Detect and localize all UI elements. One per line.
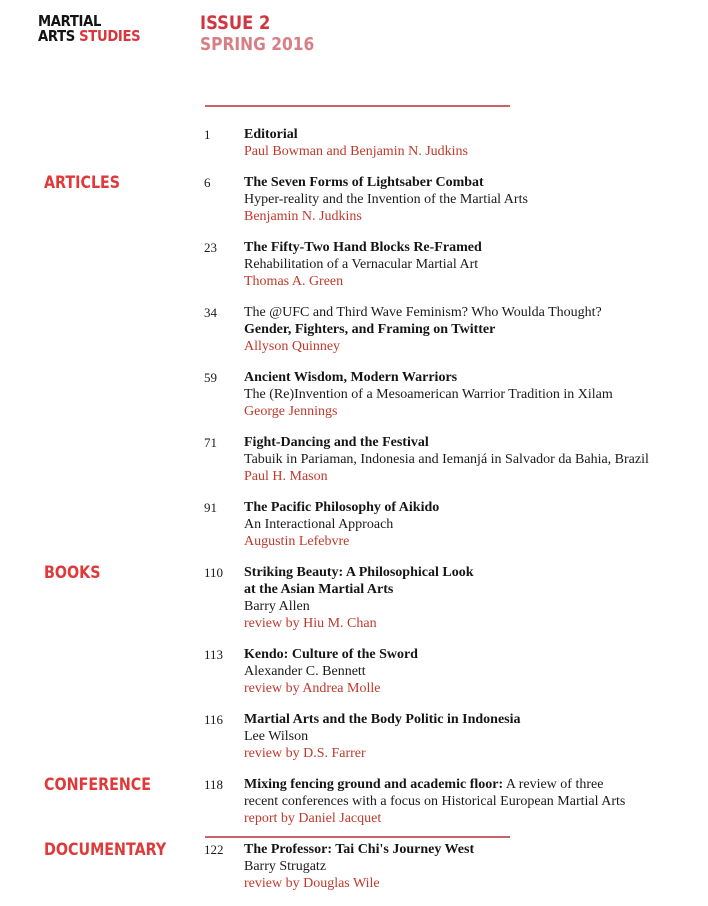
entry-subtitle: Barry Allen [244,599,310,614]
entry-byline: review by Andrea Molle [244,681,381,696]
entry-subtitle: Hyper-reality and the Invention of the Martial Arts [244,192,528,207]
entry-title: Fight-Dancing and the Festival [244,435,429,450]
toc-entry[interactable] [0,711,708,762]
issue-header [200,12,314,55]
entry-title: The Professor: Tai Chi's Journey West [244,842,475,857]
toc-entry[interactable] [0,239,708,290]
entry-page-number: 110 [204,565,224,580]
entry-lines [244,841,486,892]
entry-lines [244,304,614,355]
entry-byline: review by Hiu M. Chan [244,616,377,631]
entry-page-number: 23 [204,240,217,255]
entry-byline: Paul H. Mason [244,469,328,484]
entry-page-number: 116 [204,712,224,727]
entry-page-number: 34 [204,305,217,320]
toc-entry[interactable] [0,174,708,225]
entry-byline: George Jennings [244,404,338,419]
entry-byline: Allyson Quinney [244,339,341,354]
entry-byline: report by Daniel Jacquet [244,811,382,826]
issue-number: ISSUE 2 [200,12,271,34]
logo-line-arts-studies [38,29,140,44]
entry-title: Striking Beauty: A Philosophical Look [244,565,474,580]
entry-lines [244,711,533,762]
entry-subtitle: recent conferences with a focus on Historical European Martial Arts [244,794,626,809]
entry-title: Ancient Wisdom, Modern Warriors [244,370,458,385]
toc-entry[interactable] [0,776,708,827]
top-divider-rule [205,105,510,107]
entry-subtitle: The @UFC and Third Wave Feminism? Who Woulda Thought? [244,305,602,320]
entry-subtitle: Lee Wilson [244,729,309,744]
logo-word-arts: ARTS [38,27,80,45]
entry-lines [244,776,637,827]
entry-title: at the Asian Martial Arts [244,582,394,597]
entry-lines [244,499,451,550]
entry-lines [244,434,661,485]
entry-title: The Seven Forms of Lightsaber Combat [244,175,484,190]
entry-byline: Paul Bowman and Benjamin N. Judkins [244,144,468,159]
entry-subtitle: Rehabilitation of a Vernacular Martial Art [244,257,479,272]
section-label-books: BOOKS [44,563,101,583]
entry-title: Mixing fencing ground and academic floor: A review of three [244,777,604,792]
journal-logo [38,14,140,44]
entry-title: Gender, Fighters, and Framing on Twitter [244,322,496,337]
entry-page-number: 6 [204,175,211,190]
toc-entry[interactable] [0,434,708,485]
entry-lines [244,564,486,632]
entry-page-number: 1 [204,127,211,142]
table-of-contents [0,126,708,906]
entry-lines [244,369,625,420]
logo-word-studies: STUDIES [79,27,141,45]
entry-title: Kendo: Culture of the Sword [244,647,418,662]
entry-byline: Thomas A. Green [244,274,344,289]
toc-entry[interactable] [0,369,708,420]
entry-title: The Pacific Philosophy of Aikido [244,500,440,515]
entry-lines [244,646,430,697]
entry-page-number: 59 [204,370,217,385]
entry-lines [244,239,494,290]
entry-title: The Fifty-Two Hand Blocks Re-Framed [244,240,482,255]
entry-title: Martial Arts and the Body Politic in Indonesia [244,712,521,727]
toc-entry[interactable] [0,841,708,892]
toc-entry[interactable] [0,499,708,550]
entry-page-number: 91 [204,500,217,515]
entry-subtitle: Alexander C. Bennett [244,664,366,679]
entry-subtitle: The (Re)Invention of a Mesoamerican Warrior Tradition in Xilam [244,387,613,402]
entry-title: Editorial [244,127,298,142]
section-label-conference: CONFERENCE [44,775,152,795]
entry-title-bold: Mixing fencing ground and academic floor: [244,777,504,792]
entry-page-number: 71 [204,435,217,450]
entry-page-number: 113 [204,647,224,662]
entry-subtitle: An Interactional Approach [244,517,394,532]
entry-byline: Augustin Lefebvre [244,534,350,549]
toc-entry[interactable] [0,646,708,697]
toc-entry[interactable] [0,126,708,160]
section-label-articles: ARTICLES [44,173,121,193]
entry-lines [244,126,480,160]
logo-line-martial: MARTIAL [38,12,102,30]
issue-date: SPRING 2016 [200,34,315,55]
entry-byline: review by D.S. Farrer [244,746,366,761]
toc-entry[interactable] [0,304,708,355]
toc-entry[interactable] [0,564,708,632]
entry-page-number: 122 [204,842,224,857]
entry-page-number: 118 [204,777,224,792]
entry-byline: Benjamin N. Judkins [244,209,362,224]
entry-lines [244,174,540,225]
entry-subtitle: Tabuik in Pariaman, Indonesia and Iemanjá in Salvador da Bahia, Brazil [244,452,649,467]
section-label-documentary: DOCUMENTARY [44,840,167,860]
entry-subtitle: Barry Strugatz [244,859,327,874]
entry-byline: review by Douglas Wile [244,876,380,891]
